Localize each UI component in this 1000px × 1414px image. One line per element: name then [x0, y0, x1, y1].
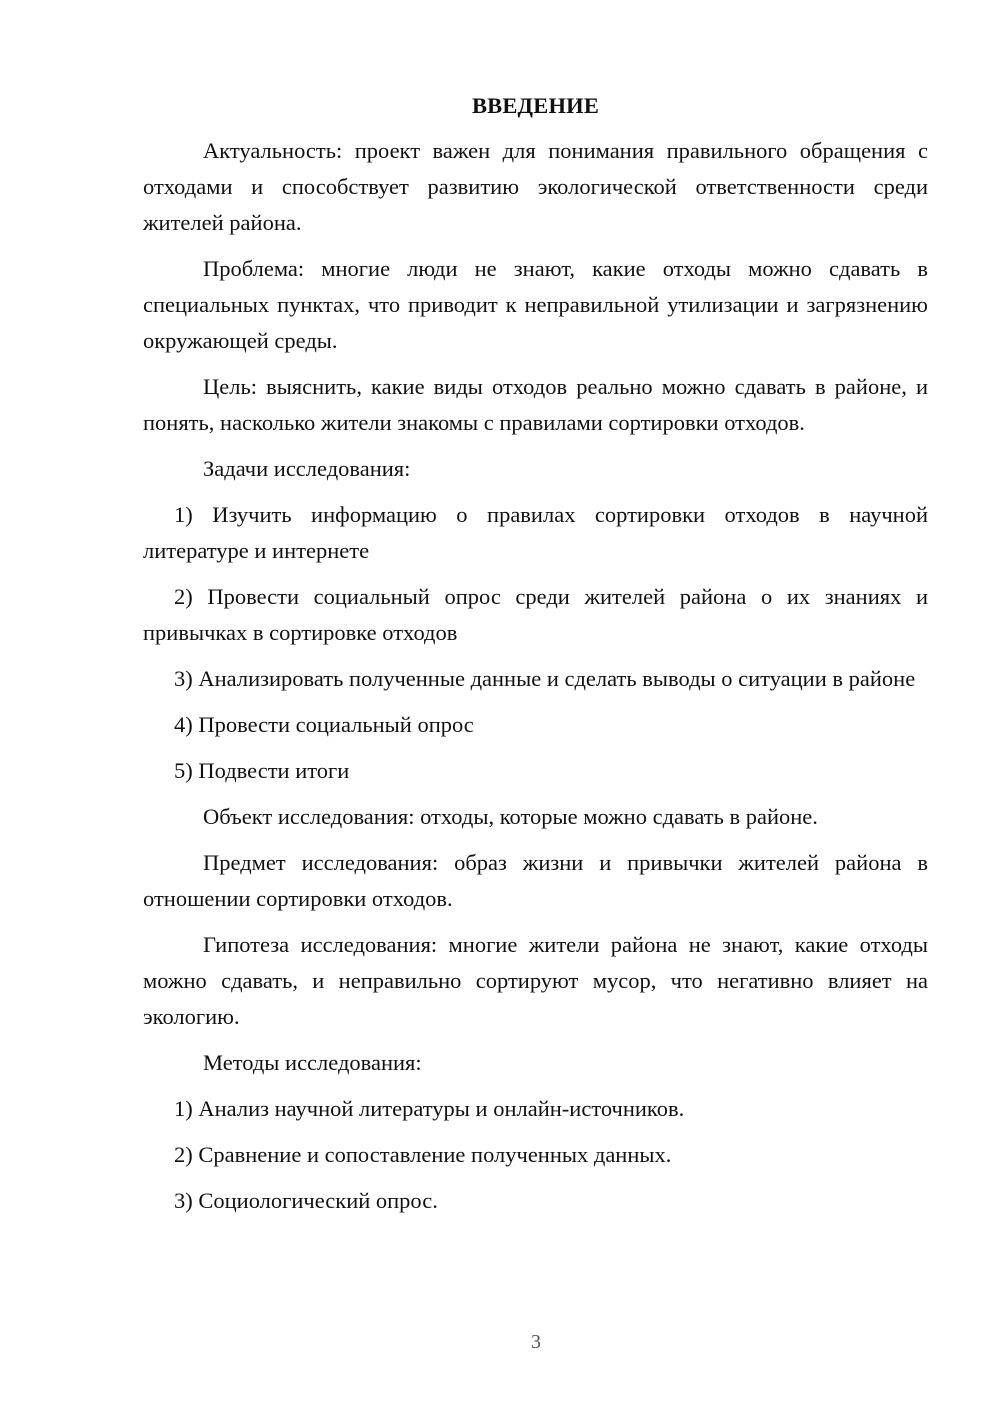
- relevance-paragraph: Актуальность: проект важен для понимания правильного обращения с отходами и способствует развитию экологической ответственности среди жителей района.: [143, 138, 928, 235]
- tasks-heading: Задачи исследования:: [203, 456, 411, 481]
- subject-paragraph: Предмет исследования: образ жизни и привычки жителей района в отношении сортировки отходов.: [143, 850, 928, 911]
- task-item: 5) Подвести итоги: [174, 758, 350, 783]
- methods-heading: Методы исследования:: [203, 1050, 422, 1075]
- problem-paragraph: Проблема: многие люди не знают, какие отходы можно сдавать в специальных пунктах, что приводит к неправильной утилизации и загрязнению окружающей среды.: [143, 256, 928, 353]
- hypothesis-paragraph: Гипотеза исследования: многие жители района не знают, какие отходы можно сдавать, и неправильно сортируют мусор, что негативно влияет на экологию.: [143, 932, 928, 1029]
- method-item: 3) Социологический опрос.: [174, 1188, 438, 1213]
- page-content: [143, 88, 928, 1229]
- goal-paragraph: Цель: выяснить, какие виды отходов реально можно сдавать в районе, и понять, насколько жители знакомы с правилами сортировки отходов.: [143, 374, 928, 435]
- task-item: 1) Изучить информацию о правилах сортировки отходов в научной литературе и интернете: [143, 502, 928, 563]
- method-item: 1) Анализ научной литературы и онлайн-источников.: [174, 1096, 685, 1121]
- task-item: 4) Провести социальный опрос: [174, 712, 474, 737]
- page-number: 3: [531, 1331, 541, 1353]
- section-title: ВВЕДЕНИЕ: [471, 93, 600, 118]
- method-item: 2) Сравнение и сопоставление полученных данных.: [174, 1142, 672, 1167]
- object-paragraph: Объект исследования: отходы, которые можно сдавать в районе.: [203, 804, 818, 829]
- task-item: 3) Анализировать полученные данные и сделать выводы о ситуации в районе: [174, 666, 916, 691]
- task-item: 2) Провести социальный опрос среди жителей района о их знаниях и привычках в сортировке отходов: [143, 584, 928, 645]
